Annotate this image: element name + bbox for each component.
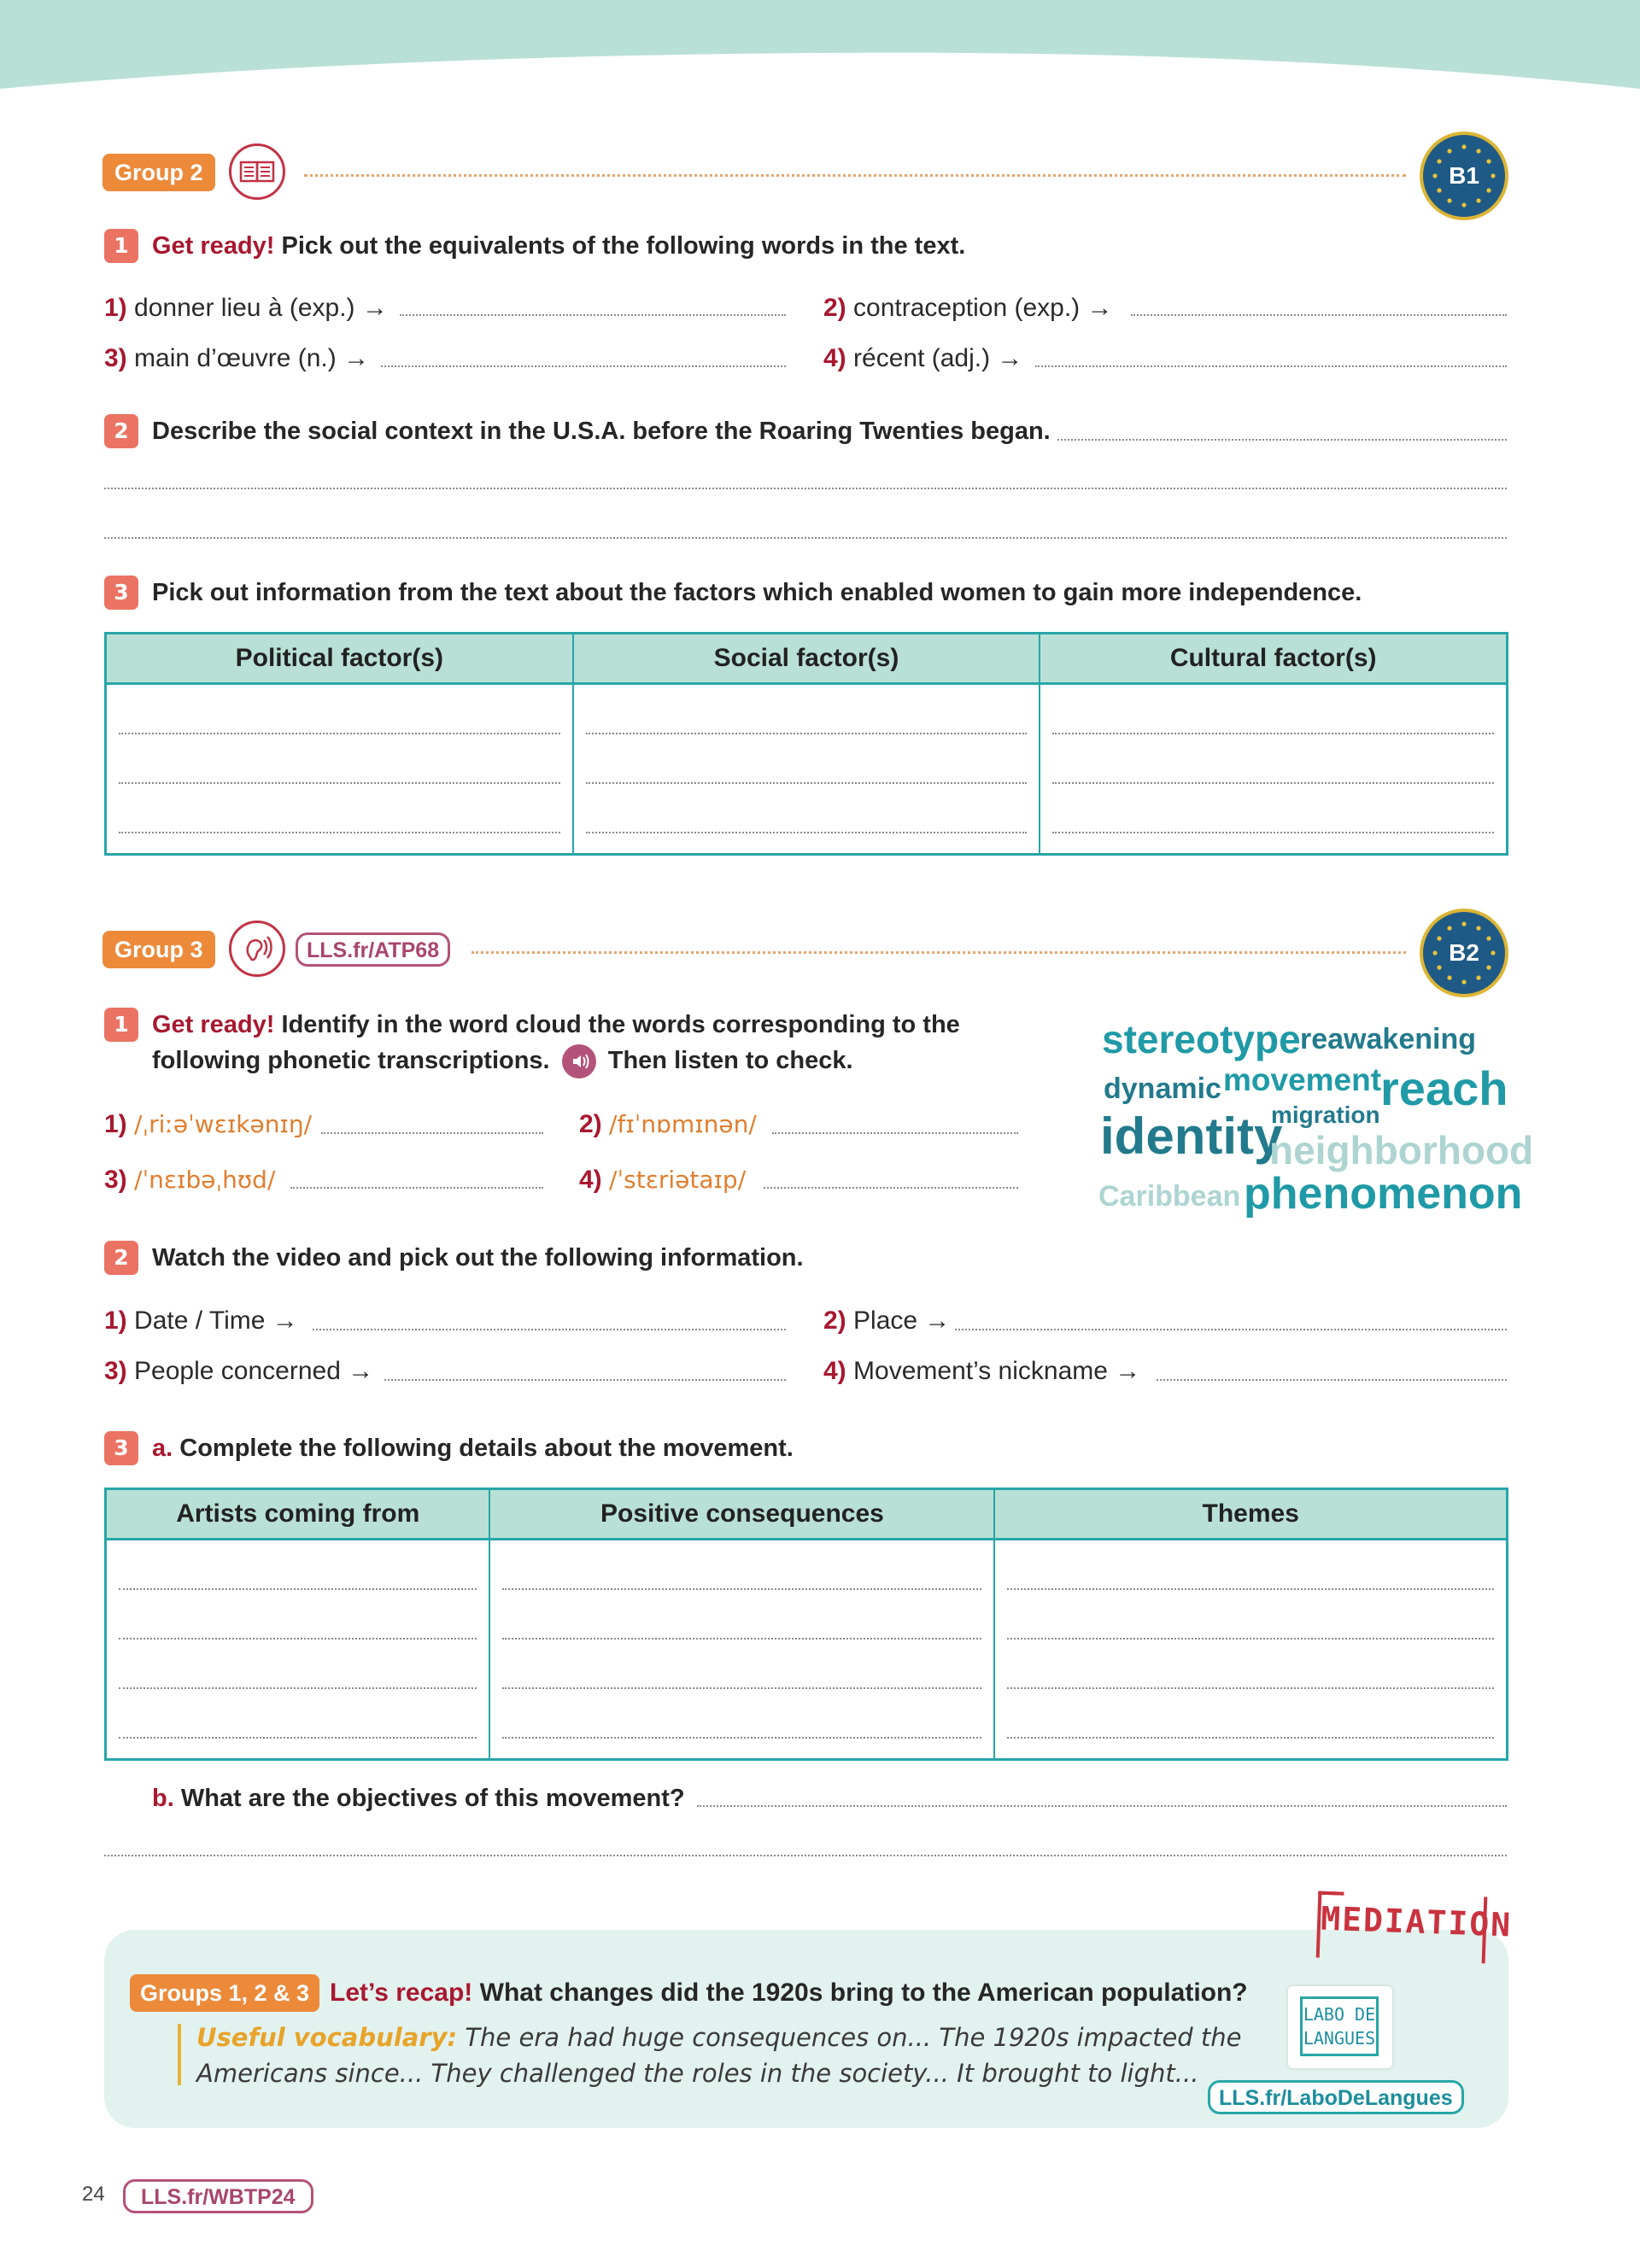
group-2-divider: [304, 174, 1406, 177]
info-item: 4) Movement’s nickname →: [823, 1357, 1141, 1385]
phonetic-item: 2) /fɪˈnɒmɪnən/: [579, 1110, 757, 1138]
question-number: 3: [104, 576, 138, 610]
word-stereotype: stereotype: [1102, 1017, 1301, 1061]
vocab-item: 4) récent (adj.) →: [823, 344, 1023, 372]
column-header: Themes: [994, 1489, 1507, 1540]
get-ready-label: Get ready!: [152, 1011, 275, 1038]
answer-line[interactable]: [104, 537, 1507, 539]
get-ready-label: Get ready!: [152, 232, 275, 260]
answer-line[interactable]: [1157, 1379, 1507, 1381]
answer-line[interactable]: [1131, 314, 1507, 316]
speaker-icon[interactable]: [562, 1044, 596, 1078]
footer-link[interactable]: LLS.fr/WBTP24: [123, 2179, 313, 2213]
level-label: B1: [1449, 162, 1479, 189]
movement-table: [104, 1488, 1508, 1761]
answer-cell[interactable]: [1040, 684, 1507, 855]
vocab-line-2: Americans since... They challenged the roles in the society... It brought to light...: [196, 2059, 1199, 2088]
question-text: Describe the social context in the U.S.A. before the Roaring Twenties began.: [152, 418, 1051, 445]
info-item: 3) People concerned →: [104, 1357, 374, 1385]
question-number: 2: [104, 1241, 138, 1275]
answer-cell[interactable]: [994, 1540, 1507, 1760]
mediation-stamp: MEDIATION: [1316, 1891, 1488, 1964]
answer-cell[interactable]: [573, 684, 1040, 855]
word-identity: identity: [1100, 1108, 1283, 1165]
answer-line[interactable]: [772, 1132, 1018, 1134]
answer-line[interactable]: [697, 1805, 1507, 1807]
group-2-label: Group 2: [102, 154, 215, 191]
vocab-bar: [178, 2024, 181, 2085]
vocab-item: 2) contraception (exp.) →: [823, 294, 1113, 322]
phonetic-item: 1) /ˌriːəˈwɛɪkənɪŋ/: [104, 1110, 313, 1138]
answer-line[interactable]: [104, 488, 1507, 489]
question-text: Watch the video and pick out the following information.: [152, 1244, 804, 1271]
question-text: Pick out information from the text about the factors which enabled women to gain more independence.: [152, 579, 1362, 606]
book-icon: [229, 143, 285, 200]
question-number: 3: [104, 1431, 138, 1465]
recap-question: Let’s recap! What changes did the 1920s bring to the American population?: [330, 1979, 1248, 2007]
group-3-divider: [472, 951, 1406, 954]
factors-table: [104, 632, 1508, 856]
word-neighborhood: neighborhood: [1269, 1128, 1534, 1172]
question-number: 1: [104, 229, 138, 263]
question-prompt: Pick out the equivalents of the following words in the text.: [281, 232, 966, 260]
question-text: [152, 1006, 960, 1043]
question-prompt: Identify in the word cloud the words corresponding to the: [281, 1011, 960, 1038]
header-wave: [0, 0, 1640, 111]
vocab-item: 1) donner lieu à (exp.) →: [104, 294, 388, 322]
groups-label: Groups 1, 2 & 3: [130, 1974, 319, 2012]
word-phenomenon: phenomenon: [1244, 1169, 1523, 1219]
labo-link[interactable]: LLS.fr/LaboDeLangues: [1208, 2080, 1464, 2114]
word-dynamic: dynamic: [1104, 1073, 1221, 1105]
column-header: Cultural factor(s): [1040, 634, 1507, 684]
vocab-item: 3) main d’œuvre (n.) →: [104, 344, 370, 372]
word-migration: migration: [1271, 1102, 1380, 1128]
answer-line[interactable]: [381, 365, 786, 367]
answer-line[interactable]: [384, 1379, 786, 1381]
column-header: Political factor(s): [106, 634, 573, 684]
level-label: B2: [1449, 939, 1479, 966]
word-caribbean: Caribbean: [1098, 1180, 1241, 1213]
column-header: Positive consequences: [489, 1489, 994, 1540]
level-badge-b1: [1420, 132, 1508, 220]
word-movement: movement: [1223, 1062, 1382, 1097]
question-text: b. What are the objectives of this movement?: [152, 1785, 685, 1812]
phonetic-item: 3) /ˈnɛɪbəˌhʊd/: [104, 1166, 276, 1194]
question-text: a. Complete the following details about the movement.: [152, 1435, 794, 1462]
answer-cell[interactable]: [489, 1540, 994, 1760]
page-number: 24: [82, 2183, 105, 2206]
answer-line[interactable]: [104, 1855, 1507, 1856]
word-reach: reach: [1380, 1061, 1508, 1115]
column-header: Social factor(s): [573, 634, 1040, 684]
question-text-2: following phonetic transcriptions. Then listen to check.: [152, 1042, 853, 1079]
question-text: [152, 227, 965, 265]
answer-line[interactable]: [400, 314, 786, 316]
group-3-label: Group 3: [102, 931, 215, 968]
answer-cell[interactable]: [106, 1540, 490, 1760]
listen-icon: [229, 921, 285, 977]
question-number: 1: [104, 1008, 138, 1042]
info-item: 1) Date / Time →: [104, 1306, 298, 1335]
answer-line[interactable]: [313, 1329, 786, 1330]
answer-cell[interactable]: [106, 684, 573, 855]
vocab-line-1: Useful vocabulary: The era had huge consequences on... The 1920s impacted the: [196, 2023, 1242, 2052]
answer-line[interactable]: [1035, 365, 1507, 367]
audio-link[interactable]: LLS.fr/ATP68: [296, 932, 450, 967]
answer-line[interactable]: [290, 1187, 543, 1189]
info-item: 2) Place →: [823, 1306, 951, 1335]
answer-line[interactable]: [321, 1132, 543, 1134]
answer-line[interactable]: [764, 1187, 1018, 1189]
answer-line[interactable]: [1057, 439, 1507, 441]
column-header: Artists coming from: [106, 1489, 490, 1540]
labo-logo: LABO DE LANGUES: [1288, 1986, 1392, 2068]
answer-line[interactable]: [955, 1329, 1507, 1330]
word-reawakening: reawakening: [1300, 1023, 1476, 1055]
level-badge-b2: [1420, 909, 1508, 997]
phonetic-item: 4) /ˈstɛriətaɪp/: [579, 1166, 747, 1194]
question-number: 2: [104, 414, 138, 448]
